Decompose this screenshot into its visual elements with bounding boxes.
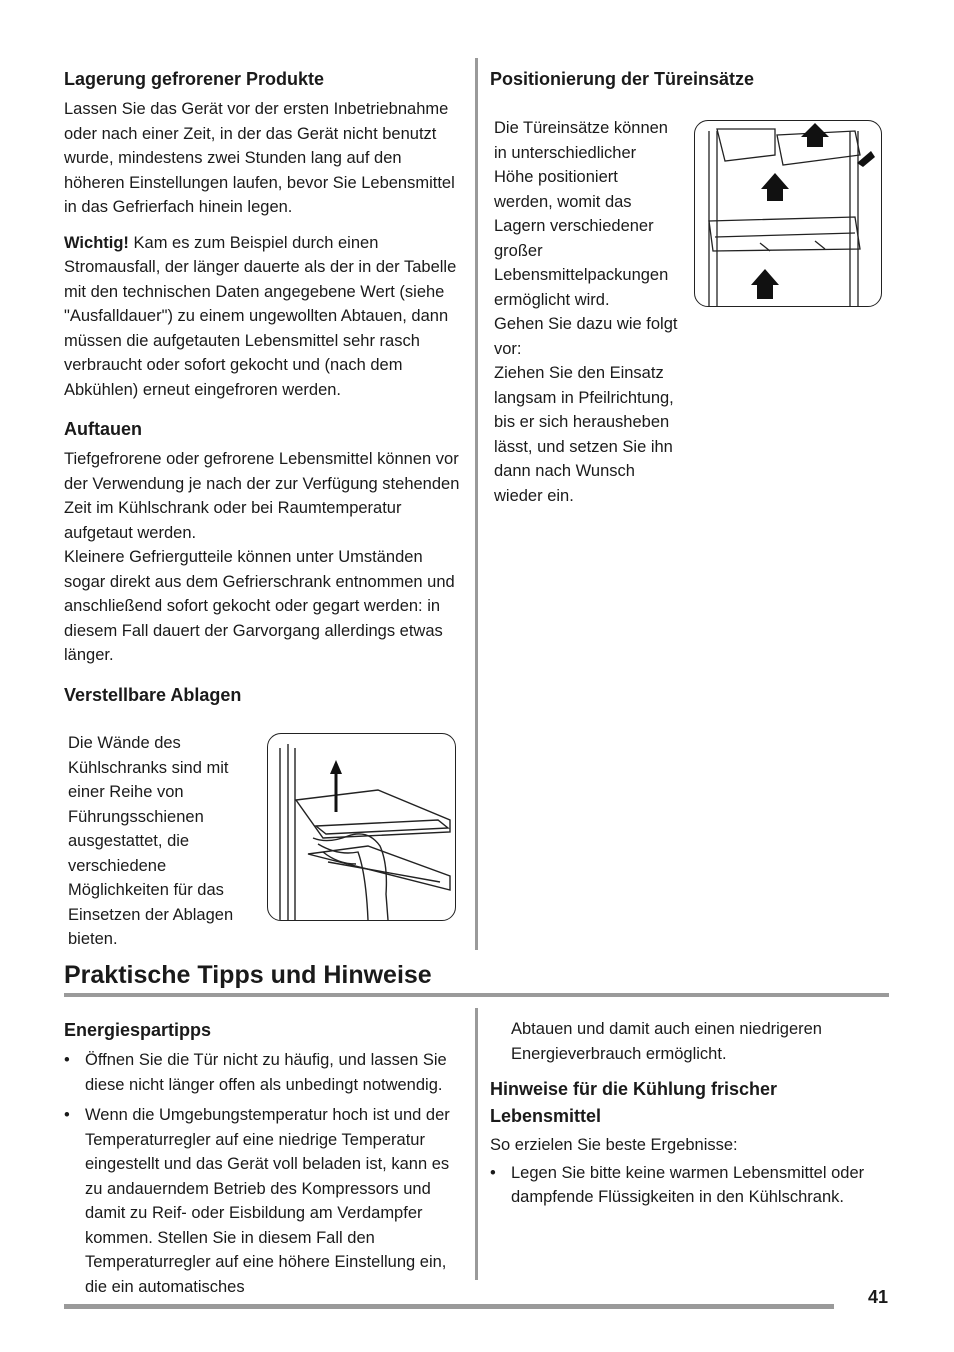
wichtig-text: Kam es zum Beispiel durch einen Stromausfall, der länger dauerte als der in der Tabelle mit den technischen Daten angegebene Wert (siehe "Ausfalldauer") zu einem ungewollten Abtauen, dann müssen die aufgetauten Lebensmittel sehr rasch verbraucht oder sofort gekocht und (nach dem Abkühlen) erneut eingefroren werden. xyxy=(64,233,457,399)
list-item: • Wenn die Umgebungstemperatur hoch ist und der Temperaturregler auf eine niedrige Temperatur eingestellt und das Gerät voll beladen ist, kann es zu andauerndem Betrieb des Kompressors und damit zu Reif- oder Eisbildung am Verdampfer kommen. Stellen Sie in diesem Fall den Temperaturregler auf eine höhere Einstellung ein, die ein automatisches xyxy=(64,1103,460,1299)
ablagen-paragraph: Die Wände des Kühlschranks sind mit einer Reihe von Führungsschienen ausgestattet, die verschiedene Möglichkeiten für das Einsetzen der Ablagen bieten. xyxy=(68,734,234,948)
shelf-illustration xyxy=(267,733,456,921)
heading-tuereinsaetze: Positionierung der Türeinsätze xyxy=(490,69,755,89)
fresh-intro: So erzielen Sie beste Ergebnisse: xyxy=(490,1136,738,1154)
tuereinsaetze-text-block xyxy=(494,116,680,508)
fresh-tips-list xyxy=(490,1161,890,1210)
auftauen-paragraph-2: Kleinere Gefriergutteile können unter Umständen sogar direkt aus dem Gefrierschrank entnommen und anschließend sofort gekocht oder gegart werden: in diesem Fall dauert der Garvorgang allerdings etwas länger. xyxy=(64,548,455,664)
column-divider-bottom xyxy=(475,1008,478,1280)
tuereinsaetze-paragraph-2: Gehen Sie dazu wie folgt vor: xyxy=(494,315,678,358)
tuereinsaetze-paragraph-3: Ziehen Sie den Einsatz langsam in Pfeilrichtung, bis er sich herausheben lässt, und setzen Sie ihn dann nach Wunsch wieder ein. xyxy=(494,364,674,505)
section-title-tipps: Praktische Tipps und Hinweise xyxy=(64,961,432,989)
page-number: 41 xyxy=(868,1287,889,1307)
heading-frische-lebensmittel: Hinweise für die Kühlung frischer Lebensmittel xyxy=(490,1079,778,1126)
lagerung-paragraph: Lassen Sie das Gerät vor der ersten Inbetriebnahme oder nach einer Zeit, in der das Gerät nicht benutzt wurde, mindestens zwei Stunden lang auf den höheren Einstellungen laufen, bevor Sie Lebensmittel in das Gefrierfach hinein legen. xyxy=(64,100,455,216)
column-divider-top xyxy=(475,58,478,950)
right-column xyxy=(490,66,890,92)
heading-ablagen: Verstellbare Ablagen xyxy=(64,684,242,705)
heading-energiespartipps: Energiespartipps xyxy=(64,1020,212,1040)
left-column xyxy=(64,66,462,708)
fresh-column xyxy=(490,1017,890,1210)
ablagen-text-block xyxy=(68,731,250,952)
list-item: • Legen Sie bitte keine warmen Lebensmittel oder dampfende Flüssigkeiten in den Kühlschrank. xyxy=(490,1161,890,1210)
shelf-drawing xyxy=(268,734,455,920)
auftauen-paragraph-1: Tiefgefrorene oder gefrorene Lebensmittel können vor der Verwendung je nach der zur Verfügung stehenden Zeit im Kühlschrank oder bei Raumtemperatur aufgetaut werden. xyxy=(64,450,460,542)
door-insert-drawing xyxy=(695,121,881,306)
energy-continued-text: Abtauen und damit auch einen niedrigeren Energieverbrauch ermöglicht. xyxy=(511,1020,822,1063)
tuereinsaetze-paragraph-1: Die Türeinsätze können in unterschiedlicher Höhe positioniert werden, womit das Lagern verschiedener großer Lebensmittelpackungen ermöglicht wird. xyxy=(494,119,669,309)
wichtig-label: Wichtig! xyxy=(64,233,129,252)
section-title-rule xyxy=(64,993,889,997)
energy-tips-list xyxy=(64,1048,460,1299)
energy-column xyxy=(64,1017,460,1299)
heading-auftauen: Auftauen xyxy=(64,419,142,439)
list-item: • Öffnen Sie die Tür nicht zu häufig, und lassen Sie diese nicht länger offen als unbedingt notwendig. xyxy=(64,1048,460,1097)
wichtig-paragraph xyxy=(64,231,462,403)
door-insert-illustration xyxy=(694,120,882,307)
footer-rule xyxy=(64,1304,834,1309)
heading-lagerung: Lagerung gefrorener Produkte xyxy=(64,69,325,89)
